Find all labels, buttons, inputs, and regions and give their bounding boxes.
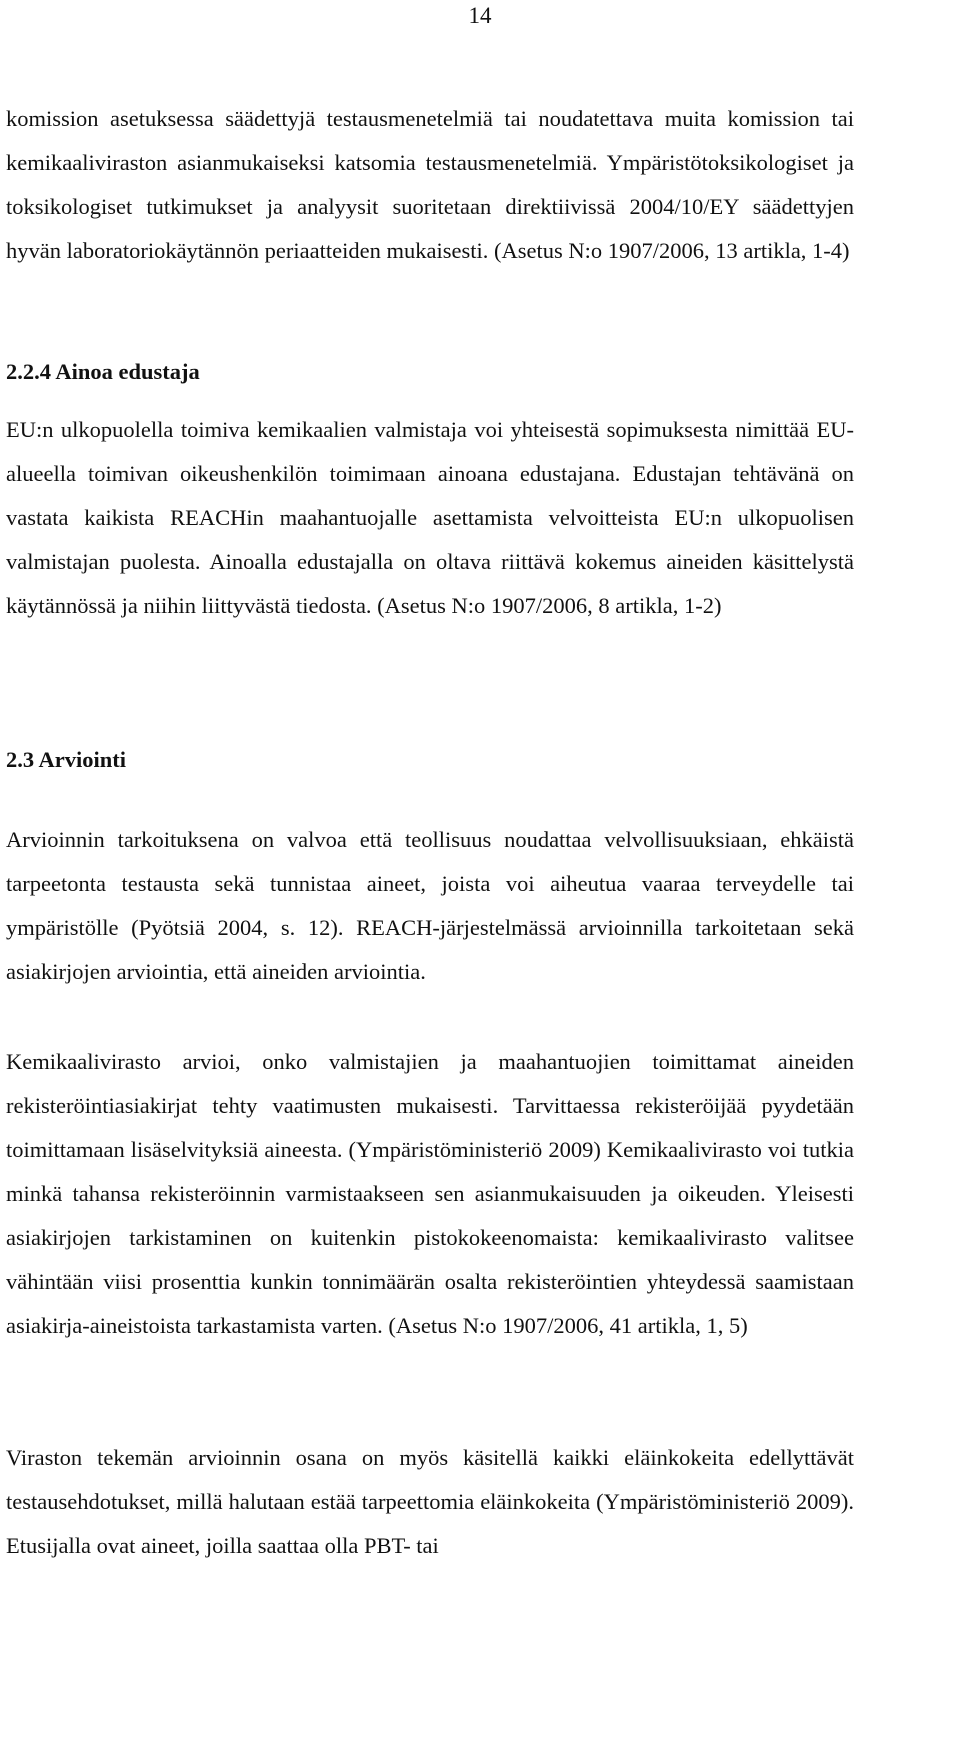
- paragraph-test-methods: [6, 97, 854, 273]
- paragraph-sole-representative: [6, 408, 854, 628]
- paragraph-text: Kemikaalivirasto arvioi, onko valmistajien ja maahantuojien toimittamat aineiden rekisteröintiasiakirjat tehty vaatimusten mukaisesti. Tarvittaessa rekisteröijää pyydetään toimittamaan lisäselvityksiä aineesta. (Ympäristöministeriö 2009) Kemikaalivirasto voi tutkia minkä tahansa rekisteröinnin varmistaakseen sen asianmukaisuuden ja oikeuden. Yleisesti asiakirjojen tarkistaminen on kuitenkin pistokokeenomaista: kemikaalivirasto valitsee vähintään viisi prosenttia kunkin tonnimäärän osalta rekisteröintien yhteydessä saamistaan asiakirja-aineistoista tarkastamista varten. (Asetus N:o 1907/2006, 41 artikla, 1, 5): [6, 1049, 854, 1338]
- paragraph-dossier-evaluation: [6, 1040, 854, 1348]
- paragraph-animal-testing: [6, 1436, 854, 1568]
- paragraph-text: EU:n ulkopuolella toimiva kemikaalien valmistaja voi yhteisestä sopimuksesta nimittää EU-alueella toimivan oikeushenkilön toimimaan ainoana edustajana. Edustajan tehtävänä on vastata kaikista REACHin maahantuojalle asettamista velvoitteista EU:n ulkopuolisen valmistajan puolesta. Ainoalla edustajalla on oltava riittävä kokemus aineiden käsittelystä käytännössä ja niihin liittyvästä tiedosta. (Asetus N:o 1907/2006, 8 artikla, 1-2): [6, 417, 854, 618]
- paragraph-text: Viraston tekemän arvioinnin osana on myös käsitellä kaikki eläinkokeita edellyttävät testausehdotukset, millä halutaan estää tarpeettomia eläinkokeita (Ympäristöministeriö 2009). Etusijalla ovat aineet, joilla saattaa olla PBT- tai: [6, 1445, 854, 1558]
- paragraph-text: komission asetuksessa säädettyjä testausmenetelmiä tai noudatettava muita komission tai kemikaaliviraston asianmukaiseksi katsomia testausmenetelmiä. Ympäristötoksikologiset ja toksikologiset tutkimukset ja analyysit suoritetaan direktiivissä 2004/10/EY säädettyjen hyvän laboratoriokäytännön periaatteiden mukaisesti. (Asetus N:o 1907/2006, 13 artikla, 1-4): [6, 106, 854, 263]
- section-heading-2-3: 2.3 Arviointi: [6, 747, 127, 772]
- page-number: 14: [468, 3, 492, 28]
- paragraph-evaluation-purpose: [6, 818, 854, 994]
- section-heading-2-2-4: 2.2.4 Ainoa edustaja: [6, 359, 200, 384]
- paragraph-text: Arvioinnin tarkoituksena on valvoa että teollisuus noudattaa velvollisuuksiaan, ehkäistä tarpeetonta testausta sekä tunnistaa aineet, joista voi aiheutua vaaraa terveydelle tai ympäristölle (Pyötsiä 2004, s. 12). REACH-järjestelmässä arvioinnilla tarkoitetaan sekä asiakirjojen arviointia, että aineiden arviointia.: [6, 827, 854, 984]
